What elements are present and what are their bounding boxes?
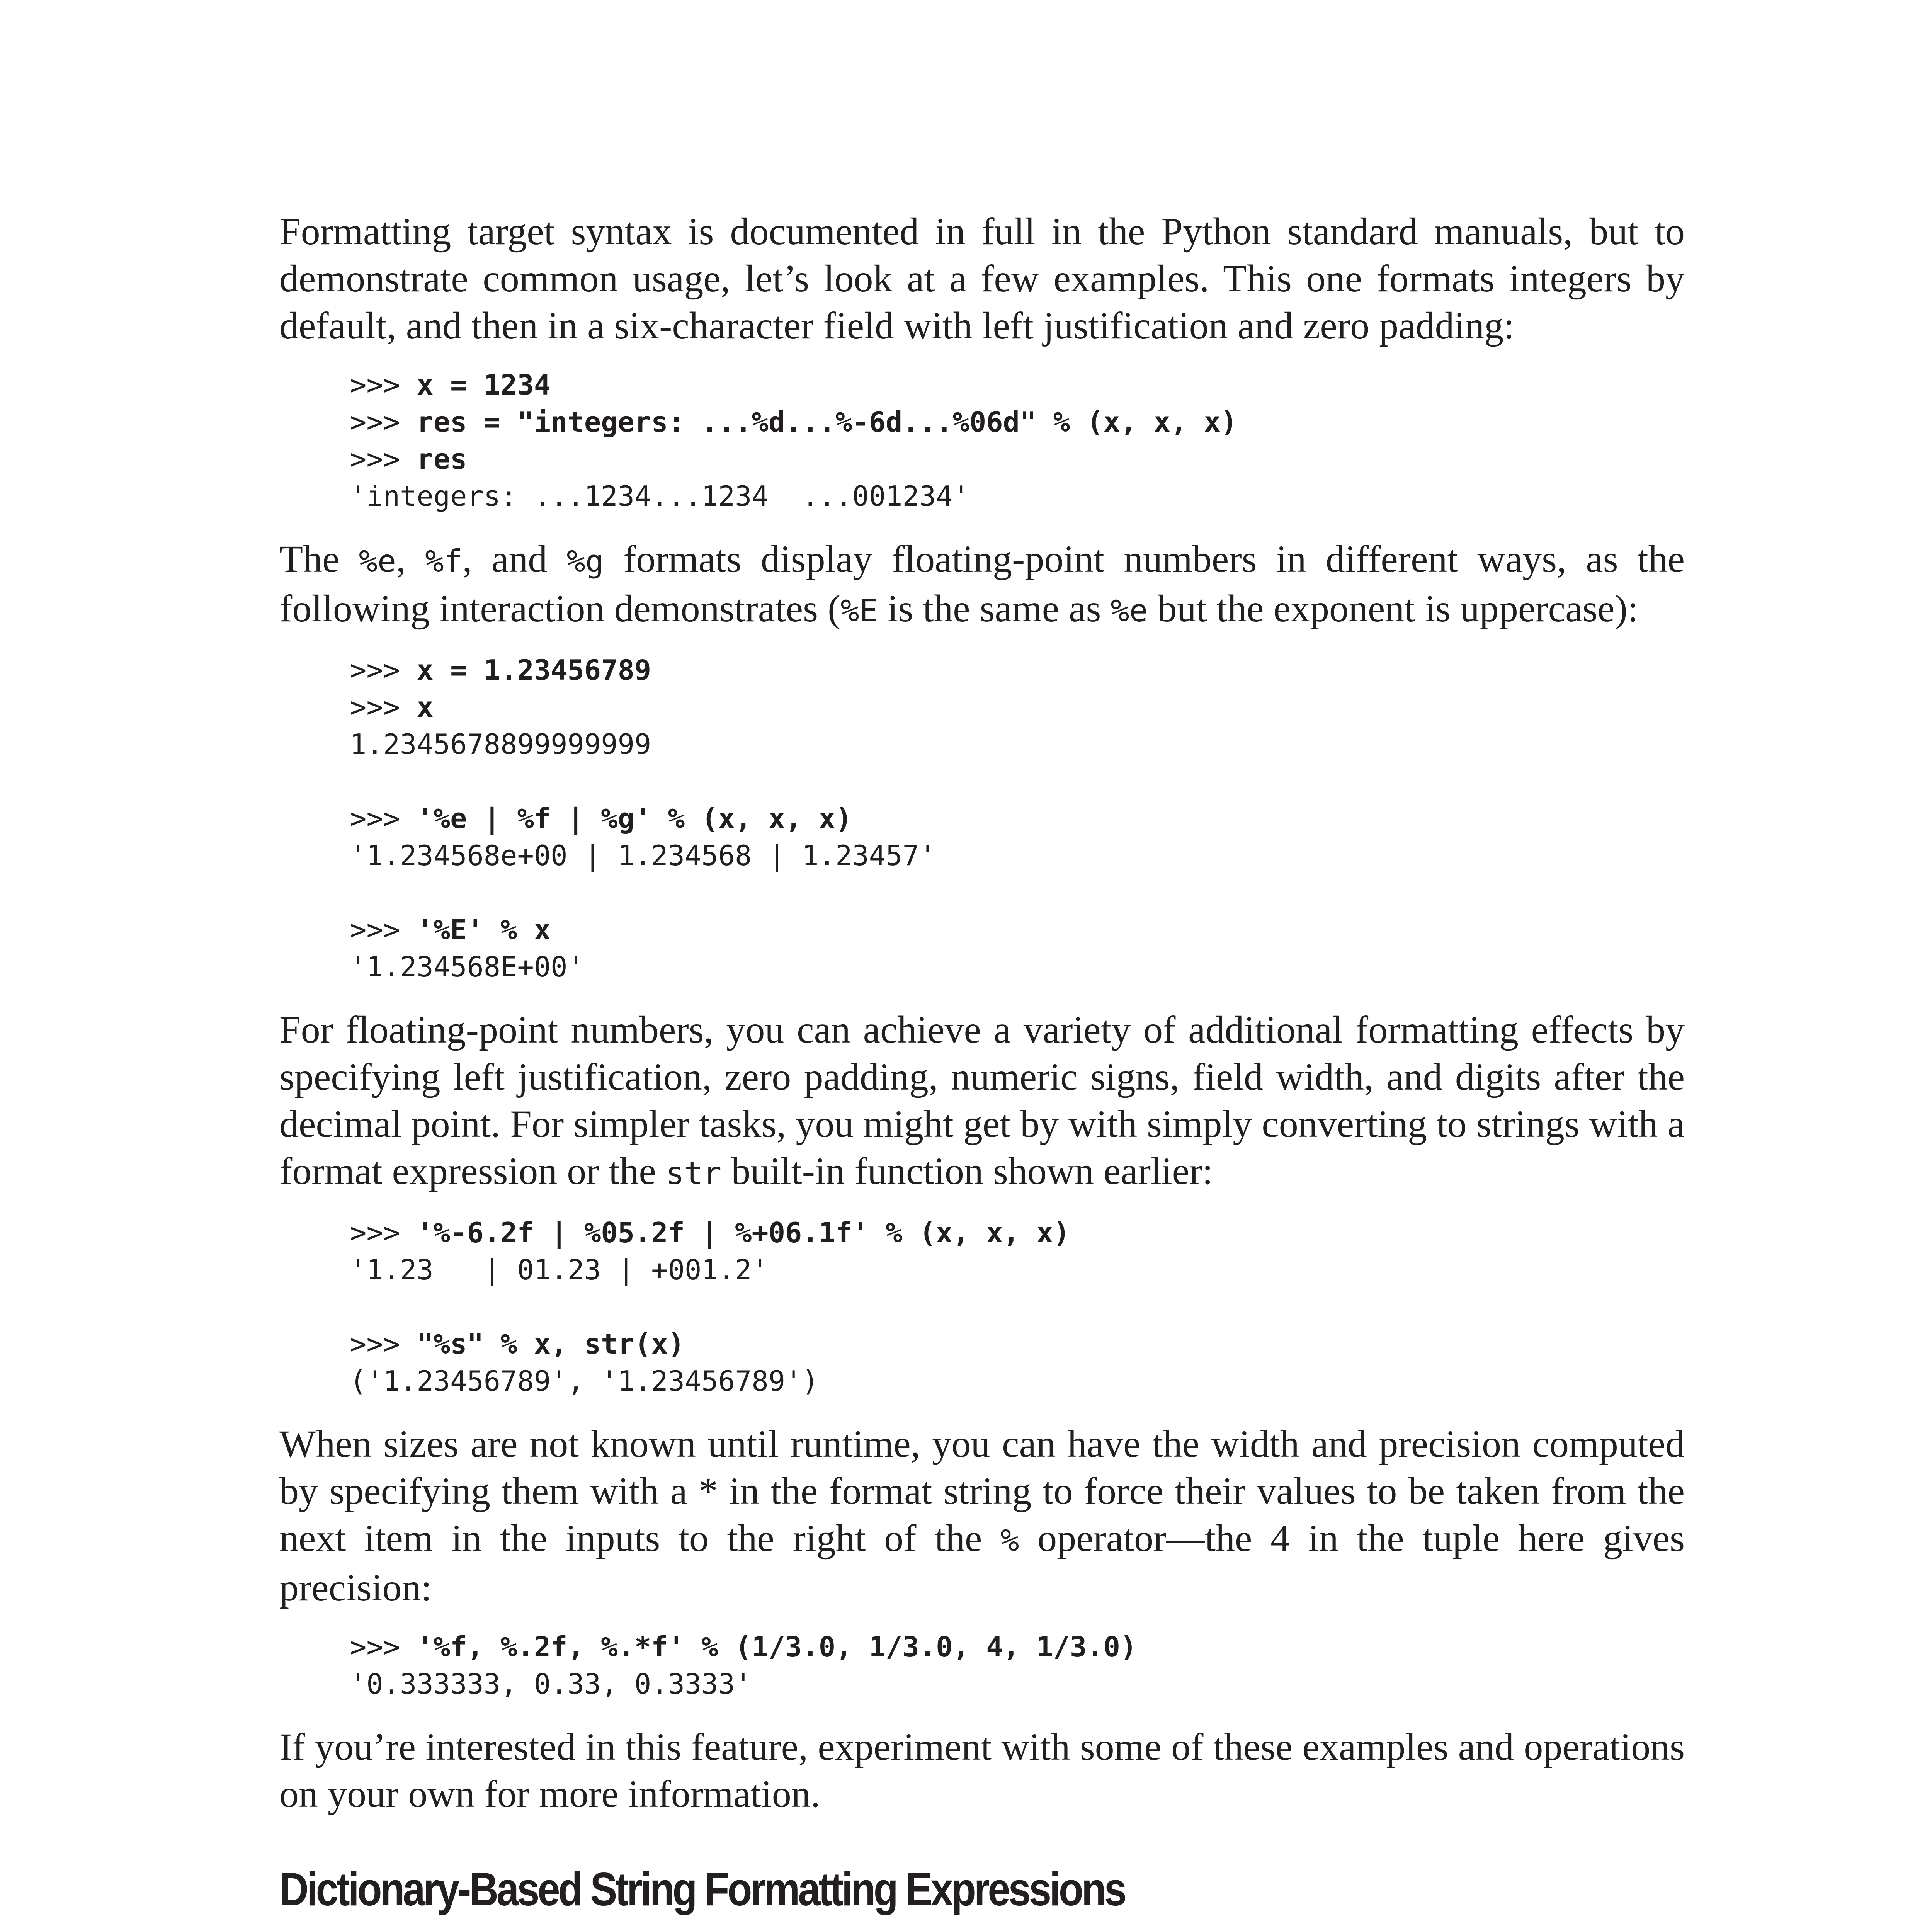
code-example-padding [350, 1214, 1685, 1400]
paragraph-formatting-intro: Formatting target syntax is documented in full in the Python standard manuals, but to demonstrate common usage, let’s look at a few examples. This one formats integers by default, and then in a six-character field with left justification and zero padding: [279, 210, 1685, 347]
prompt: >>> [350, 443, 417, 475]
inline-code: %e [1111, 593, 1148, 629]
inline-symbol: * [699, 1469, 718, 1512]
code-input: res [417, 443, 467, 475]
code-output: 'integers: ...1234...1234 ...001234' [350, 480, 969, 512]
code-input: x = 1.23456789 [417, 654, 651, 686]
code-input: '%E' % x [417, 913, 551, 946]
code-output: '0.333333, 0.33, 0.3333' [350, 1668, 752, 1700]
code-output: '1.23 | 01.23 | +001.2' [350, 1253, 769, 1286]
text-run: , [396, 537, 425, 580]
text-run: in the format string to force their values to be taken from the next item in the inputs to the right of the [279, 1469, 1685, 1560]
text-run: , and [462, 537, 567, 580]
prompt: >>> [350, 654, 417, 686]
text-run: When sizes are not known until runtime, you can have the width and precision computed by specifying them with a [279, 1422, 1685, 1512]
text-run: but the exponent is uppercase): [1148, 587, 1638, 630]
prompt: >>> [350, 406, 417, 438]
prompt: >>> [350, 1631, 417, 1663]
prompt: >>> [350, 802, 417, 835]
paragraph-float-formats [279, 536, 1685, 634]
inline-code: %g [566, 543, 604, 579]
code-example-integers [350, 366, 1685, 515]
text-run: built-in function shown earlier: [721, 1150, 1213, 1192]
paragraph-experiment: If you’re interested in this feature, experiment with some of these examples and operations on your own for more information. [279, 1725, 1685, 1815]
code-input: x = 1234 [417, 369, 551, 401]
text-run: For floating-point numbers, you can achieve a variety of additional formatting effects by specifying left justification, zero padding, numeric signs, field width, and digits after the decimal point. For simpler tasks, you might get by with simply converting to strings with a format expression or the [279, 1008, 1685, 1192]
code-input: "%s" % x, str(x) [417, 1328, 685, 1360]
inline-code: %e [359, 543, 396, 579]
prompt: >>> [350, 1216, 417, 1249]
paragraph-runtime-sizes [279, 1420, 1685, 1611]
section-heading: Dictionary-Based String Formatting Expressions [279, 1863, 1125, 1915]
code-input: '%-6.2f | %05.2f | %+06.1f' % (x, x, x) [417, 1216, 1070, 1249]
code-example-float [350, 651, 1685, 985]
page-content [279, 208, 1685, 1932]
code-input: x [417, 691, 434, 723]
inline-code: % [1000, 1522, 1019, 1558]
text-run: operator—the 4 in the tuple here gives precision: [279, 1517, 1685, 1609]
code-output: ('1.23456789', '1.23456789') [350, 1365, 819, 1397]
code-input: '%e | %f | %g' % (x, x, x) [417, 802, 852, 835]
code-example-star-precision [350, 1628, 1685, 1702]
text-run: is the same as [878, 587, 1111, 630]
inline-code: %f [425, 543, 463, 579]
code-input: res = "integers: ...%d...%-6d...%06d" % (x, x, x) [417, 406, 1238, 438]
code-output: '1.234568e+00 | 1.234568 | 1.23457' [350, 839, 936, 872]
code-input: '%f, %.2f, %.*f' % (1/3.0, 1/3.0, 4, 1/3.0) [417, 1631, 1137, 1663]
text-run: formats display floating-point numbers in different ways, as the following interaction demonstrates ( [279, 537, 1685, 630]
prompt: >>> [350, 691, 417, 723]
prompt: >>> [350, 913, 417, 946]
paragraph-float-effects [279, 1006, 1685, 1197]
text-run: The [279, 537, 359, 580]
inline-code: %E [840, 593, 878, 629]
prompt: >>> [350, 1328, 417, 1360]
code-output: 1.2345678899999999 [350, 728, 651, 760]
inline-code: str [665, 1155, 722, 1191]
code-output: '1.234568E+00' [350, 951, 584, 983]
prompt: >>> [350, 369, 417, 401]
